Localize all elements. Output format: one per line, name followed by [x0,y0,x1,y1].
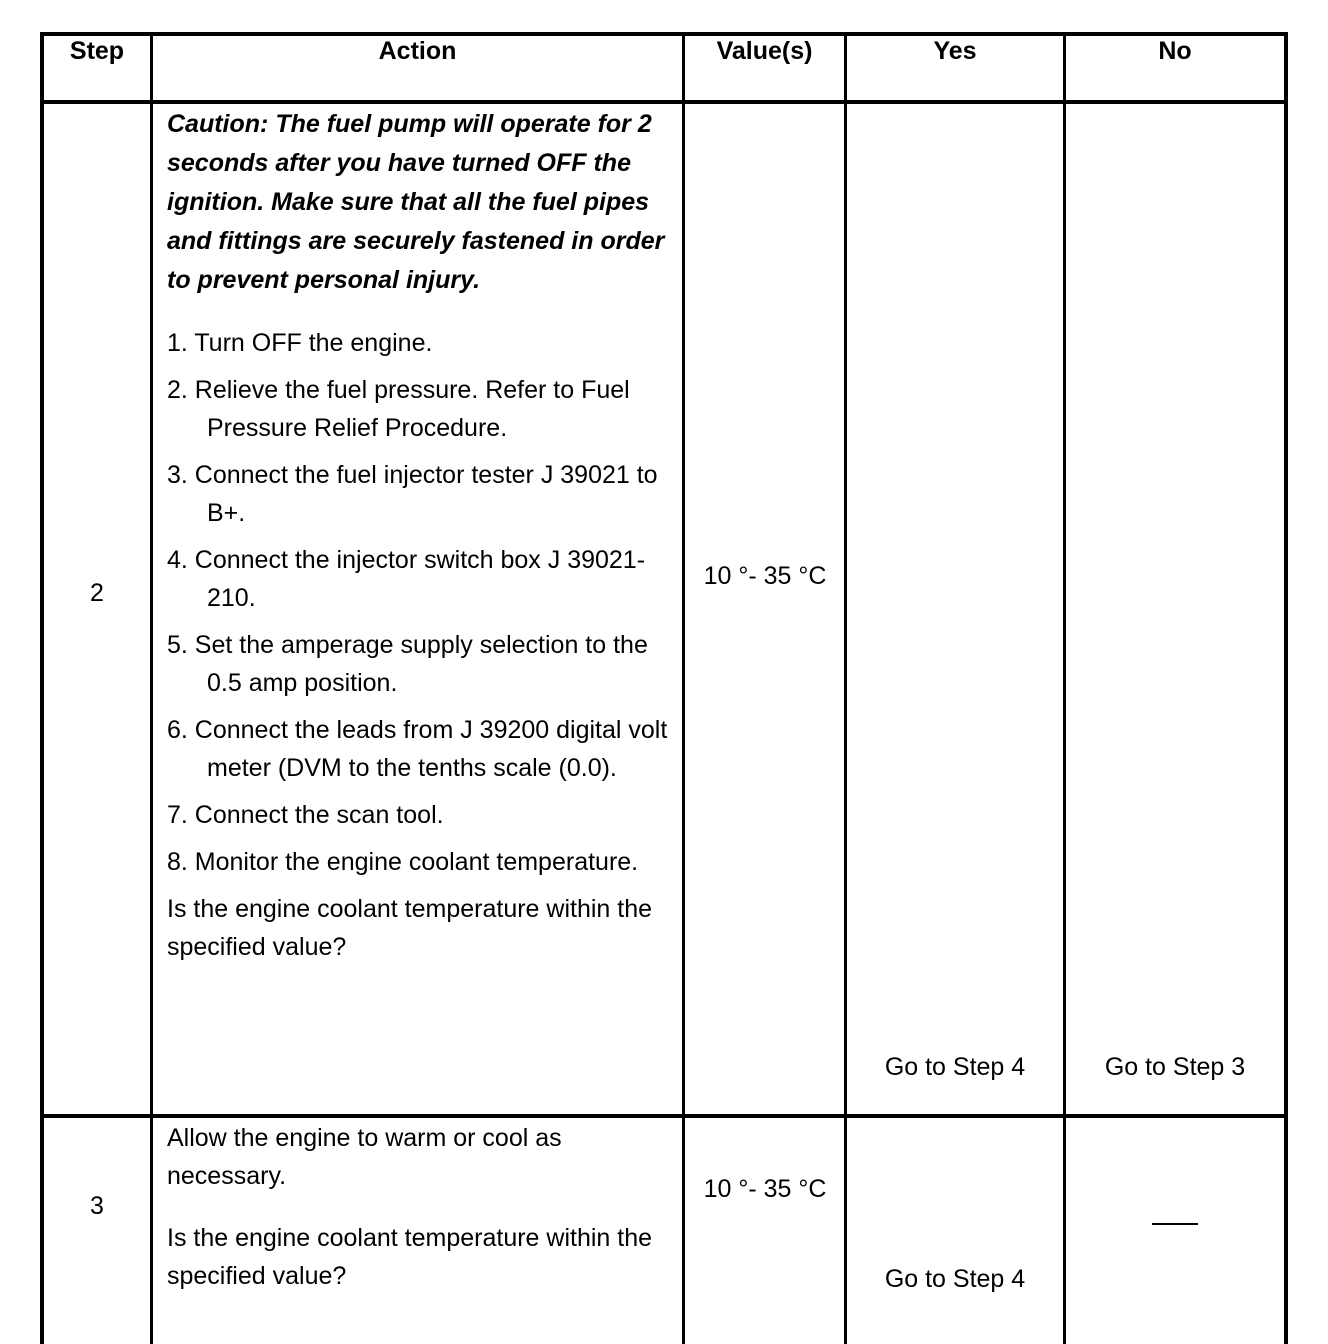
column-divider-yes [1063,32,1066,1344]
list-item: 6. Connect the leads from J 39200 digital volt meter (DVM to the tenths scale (0.0). [167,716,668,782]
row-2-yes: Go to Step 4 [884,1053,1026,1081]
row-2-no: Go to Step 3 [1104,1053,1246,1081]
row-3-no-dash [1152,1223,1198,1225]
header-action: Action [378,37,457,65]
row-3-instruction: Allow the engine to warm or cool as necessary. [167,1124,562,1190]
caution-note: Caution: The fuel pump will operate for 2 seconds after you have turned OFF the ignition. Make sure that all the fuel pipes and fittings are securely fastened in order to prevent personal injury. [167,110,665,294]
column-divider-action [682,32,685,1344]
row-3-action [167,1119,672,1295]
header-bottom-border [40,100,1288,104]
row-divider [40,1114,1288,1118]
list-item: 1. Turn OFF the engine. [167,329,433,357]
list-item: 8. Monitor the engine coolant temperature. [167,848,639,876]
diagnostic-table [40,32,1288,1344]
table-right-border [1284,32,1288,1344]
list-item: 5. Set the amperage supply selection to the 0.5 amp position. [167,631,648,697]
header-values: Value(s) [716,37,813,65]
row-2-action [167,105,672,966]
row-3-yes: Go to Step 4 [884,1265,1026,1293]
row-2-question: Is the engine coolant temperature within the specified value? [167,895,653,961]
list-item: 2. Relieve the fuel pressure. Refer to Fuel Pressure Relief Procedure. [167,376,630,442]
row-3-question: Is the engine coolant temperature within the specified value? [167,1224,653,1290]
row-2-step: 2 [90,579,104,607]
row-3-step: 3 [90,1192,104,1220]
row-2-value: 10 °- 35 °C [703,562,827,590]
column-divider-step [150,32,153,1344]
list-item: 7. Connect the scan tool. [167,801,444,829]
header-yes: Yes [933,37,977,65]
list-item: 3. Connect the fuel injector tester J 39021 to B+. [167,461,658,527]
row-3-value: 10 °- 35 °C [703,1175,827,1203]
header-step: Step [69,37,125,65]
list-item: 4. Connect the injector switch box J 39021-210. [167,546,646,612]
header-no: No [1158,37,1192,65]
column-divider-values [844,32,847,1344]
row-3-no [1066,1203,1284,1241]
procedure-list [167,324,672,881]
table-left-border [40,32,44,1344]
